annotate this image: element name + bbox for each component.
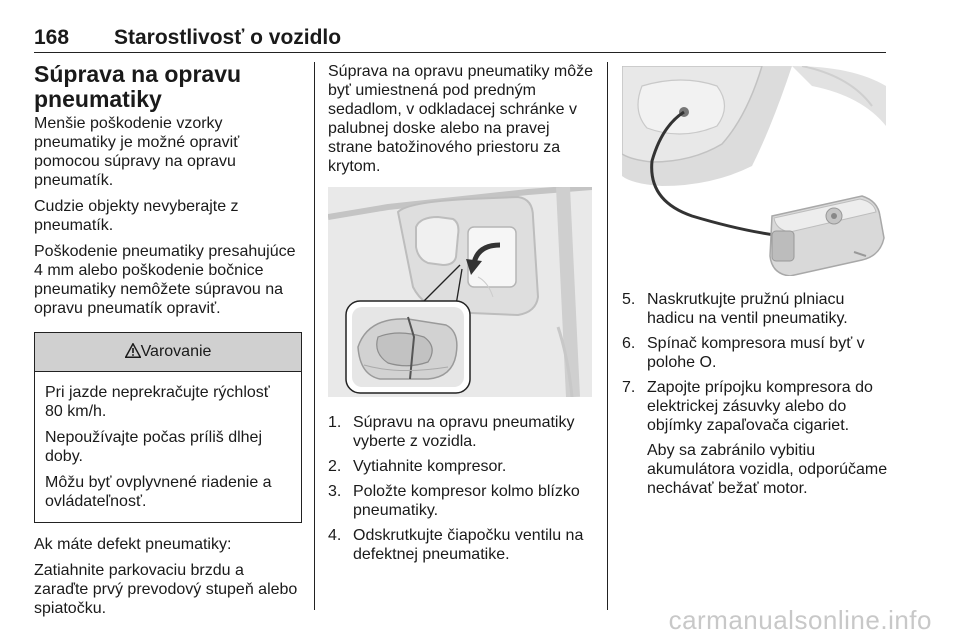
compressor-hose-on-valve-illustration (622, 66, 886, 276)
warning-line: Pri jazde neprekračujte rýchlosť 80 km/h. (45, 384, 270, 420)
column-right (622, 62, 888, 504)
warning-title: Varovanie (140, 343, 212, 360)
paragraph: Ak máte defekt pneumatiky: (34, 536, 232, 553)
column-middle (328, 62, 594, 570)
step-note: Aby sa zabránilo vybitiu akumulátora vozidla, odporúčame nechávať bežať motor. (647, 442, 888, 497)
paragraph: Menšie poškodenie vzorky pneumatiky je možné opraviť pomocou súpravy na opravu pneumatík. (34, 115, 240, 189)
warning-header (35, 333, 301, 372)
page-title: Starostlivosť o vozidlo (114, 26, 342, 49)
steps-list (622, 290, 888, 498)
page-header (34, 26, 886, 53)
paragraph: Poškodenie pneumatiky presahujúce 4 mm alebo poškodenie bočnice pneumatiky nemôžete súpravou na opravu pneumatík opraviť. (34, 243, 296, 317)
list-item: 2. Vytiahnite kompresor. (328, 458, 507, 475)
list-item: 1. Súpravu na opravu pneumatiky vyberte z vozidla. (328, 414, 575, 450)
list-item: 7. Zapojte prípojku kompresora do elektrickej zásuvky alebo do objímky zapaľovača cigariet. Aby sa zabránilo vybitiu akumulátora vozidla, odporúčame nechávať bežať motor. (622, 379, 888, 497)
list-item: 4. Odskrutkujte čiapočku ventilu na defektnej pneumatike. (328, 527, 584, 563)
warning-body (35, 372, 301, 522)
paragraph: Súprava na opravu pneumatiky môže byť umiestnená pod predným sedadlom, v odkladacej schránke v palubnej doske alebo na pravej strane batožinového priestoru za krytom. (328, 63, 594, 175)
steps-list (328, 413, 594, 564)
section-heading: Súprava na opravu pneumatiky (34, 61, 242, 112)
warning-line: Môžu byť ovplyvnené riadenie a ovládateľnosť. (45, 474, 272, 510)
trunk-side-cover-illustration (328, 187, 592, 397)
list-item: 6. Spínač kompresora musí byť v polohe O. (622, 335, 865, 371)
list-item: 5. Naskrutkujte pružnú plniacu hadicu na ventil pneumatiky. (622, 291, 848, 327)
column-left (34, 62, 302, 625)
column-divider (314, 62, 315, 610)
list-item: 3. Položte kompresor kolmo blízko pneumatiky. (328, 483, 580, 519)
page-number: 168 (34, 26, 70, 49)
warning-triangle-icon (125, 343, 141, 358)
paragraph: Zatiahnite parkovaciu brzdu a zaraďte prvý prevodový stupeň alebo spiatočku. (34, 562, 298, 617)
warning-line: Nepoužívajte počas príliš dlhej doby. (45, 429, 263, 465)
column-divider (607, 62, 608, 610)
watermark-text: carmanualsonline.info (668, 605, 932, 635)
paragraph: Cudzie objekty nevyberajte z pneumatík. (34, 198, 239, 234)
warning-box (34, 332, 302, 523)
